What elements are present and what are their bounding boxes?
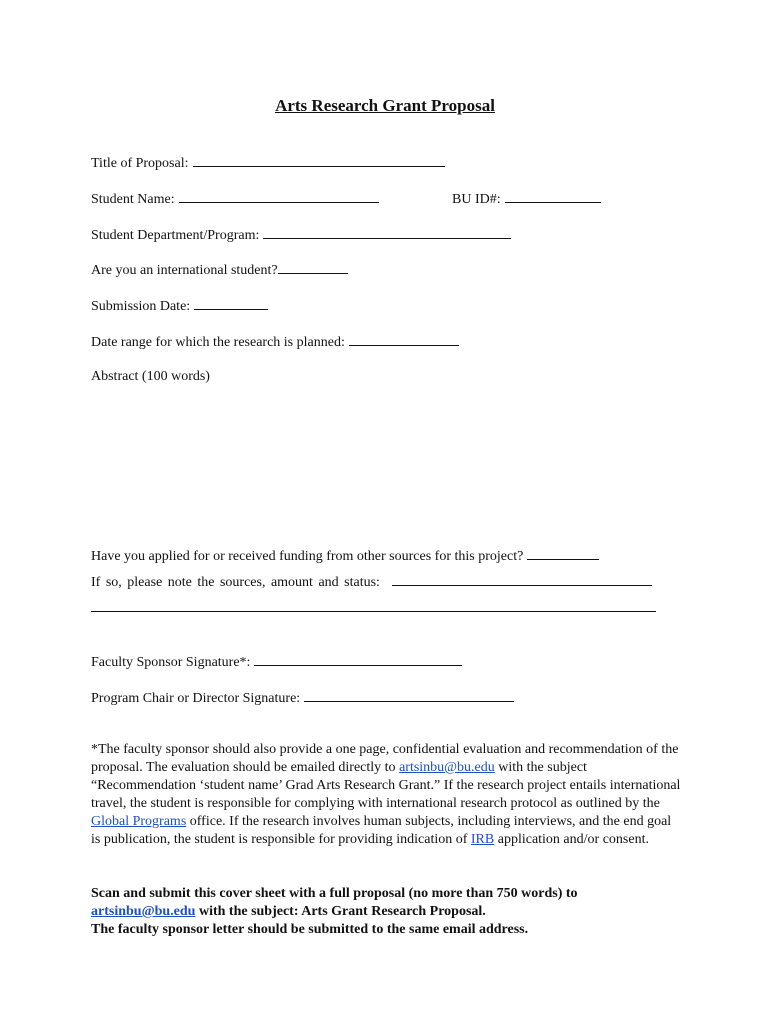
faculty-signature-label: Faculty Sponsor Signature*: [91,655,251,670]
chair-signature-field[interactable] [304,688,514,702]
student-name-field[interactable] [179,189,379,203]
department-field[interactable] [263,225,511,239]
footnote-text-3: office. If the research involves human subjects, including interviews, and the end goal is publication, the student is responsible for providing indication of [91,814,672,847]
international-label: Are you an international student? [91,263,278,278]
submission-date-row [91,296,268,316]
department-row [91,225,511,245]
date-range-field[interactable] [349,332,459,346]
international-row [91,260,348,280]
proposal-title-field[interactable] [193,153,445,167]
sources-label: If so, please note the sources, amount and status: [91,575,380,590]
proposal-title-row [91,153,445,173]
submit-instructions [91,885,691,939]
sources-field[interactable] [392,572,652,586]
date-range-label: Date range for which the research is planned: [91,335,345,350]
student-name-label: Student Name: [91,192,175,207]
submit-text-2: with the subject: Arts Grant Research Proposal. [198,904,486,919]
bu-id-label: BU ID#: [452,192,501,207]
faculty-signature-field[interactable] [254,652,462,666]
global-programs-link[interactable]: Global Programs [91,814,187,829]
other-funding-label: Have you applied for or received funding from other sources for this project? [91,549,524,564]
email-link[interactable]: artsinbu@bu.edu [399,760,495,775]
international-field[interactable] [278,260,348,274]
page-title: Arts Research Grant Proposal [275,96,495,115]
sources-field-line-2[interactable] [91,598,656,612]
submit-text-1: Scan and submit this cover sheet with a full proposal (no more than 750 words) to [91,886,578,901]
student-name-row [91,189,379,209]
submit-text-3: The faculty sponsor letter should be submitted to the same email address. [91,922,529,937]
sources-continuation-row [91,598,656,618]
proposal-title-label: Title of Proposal: [91,156,189,171]
sources-row [91,572,652,592]
bu-id-row [452,189,601,209]
department-label: Student Department/Program: [91,228,260,243]
submission-date-field[interactable] [194,296,268,310]
footnote-text-2: with the subject “Recommendation ‘student name’ Grad Arts Research Grant.” If the research project entails international travel, the student is responsible for complying with international research protocol as outlined by the [91,760,681,811]
bu-id-field[interactable] [505,189,601,203]
abstract-label: Abstract (100 words) [91,369,210,384]
other-funding-field[interactable] [527,546,599,560]
irb-link[interactable]: IRB [470,832,495,847]
footnote-text-1: *The faculty sponsor should also provide a one page, confidential evaluation and recommendation of the proposal. The evaluation should be emailed directly to [91,742,679,775]
footnote-text-4: application and/or consent. [497,832,649,847]
submission-date-label: Submission Date: [91,299,191,314]
chair-signature-label: Program Chair or Director Signature: [91,691,301,706]
chair-signature-row [91,688,514,708]
faculty-signature-row [91,652,462,672]
date-range-row [91,332,459,352]
other-funding-row [91,546,599,566]
submit-email-link[interactable]: artsinbu@bu.edu [91,904,196,919]
footnote-paragraph [91,741,681,849]
